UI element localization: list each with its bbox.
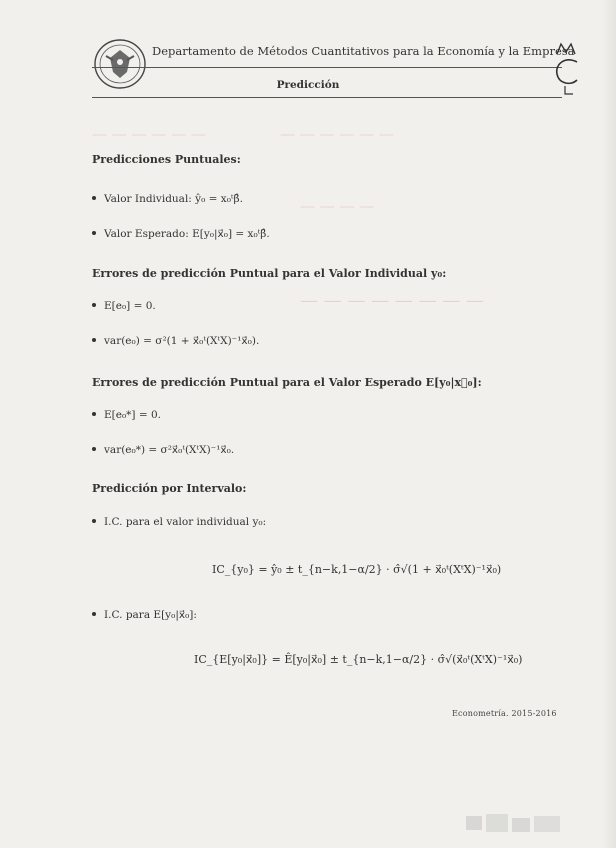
list-item: I.C. para E[y₀|x⃗₀]: [92, 609, 197, 621]
list-item: I.C. para el valor individual y₀: [92, 516, 266, 528]
section-heading-intervalo: Predicción por Intervalo: [92, 482, 247, 495]
section-heading-puntuales: Predicciones Puntuales: [92, 153, 241, 166]
page-title: Predicción [276, 79, 340, 91]
bullet-icon [92, 447, 96, 451]
section-heading-error-esperado: Errores de predicción Puntual para el Valor Esperado E[y₀|x⃗₀]: [92, 376, 482, 389]
bullet-icon [92, 519, 96, 523]
bullet-icon [92, 612, 96, 616]
formula-ic-individual: IC_{y₀} = ŷ₀ ± t_{n−k,1−α/2} · σ̂√(1 + x⃗₀ᵗ(XᵗX)⁻¹x⃗₀) [212, 563, 502, 576]
bullet-icon [92, 412, 96, 416]
list-item: var(e₀*) = σ²x⃗₀ᵗ(XᵗX)⁻¹x⃗₀. [92, 444, 234, 456]
list-item: Valor Esperado: E[y₀|x⃗₀] = x₀ᵗβ̂. [92, 228, 270, 240]
list-item: var(e₀) = σ²(1 + x⃗₀ᵗ(XᵗX)⁻¹x⃗₀). [92, 335, 259, 347]
bleed-through-text: — — — — — — [280, 125, 394, 143]
bullet-icon [92, 196, 96, 200]
scan-edge-shadow [602, 0, 616, 848]
scan-smudge-mark [466, 812, 576, 842]
formula-ic-esperado: IC_{E[y₀|x⃗₀]} = Ê[y₀|x⃗₀] ± t_{n−k,1−α/2} · σ̂√(x⃗₀ᵗ(XᵗX)⁻¹x⃗₀) [194, 653, 523, 666]
list-item: E[e₀] = 0. [92, 300, 156, 312]
footer-course-label: Econometría. 2015-2016 [452, 709, 557, 718]
bleed-through-text: — — — — [300, 197, 375, 215]
header-rule-top [92, 67, 562, 68]
section-heading-error-individual: Errores de predicción Puntual para el Valor Individual y₀: [92, 267, 447, 280]
bullet-icon [92, 303, 96, 307]
bullet-icon [92, 338, 96, 342]
list-item: E[e₀*] = 0. [92, 409, 161, 421]
department-name: Departamento de Métodos Cuantitativos para la Economía y la Empresa [152, 44, 575, 58]
bullet-icon [92, 231, 96, 235]
bleed-through-text: — — — — — — [92, 125, 206, 143]
list-item: Valor Individual: ŷ₀ = x₀ᵗβ̂. [92, 193, 243, 205]
header-rule-bottom [92, 97, 562, 98]
bleed-through-text: — — — — — — — — [300, 290, 485, 311]
